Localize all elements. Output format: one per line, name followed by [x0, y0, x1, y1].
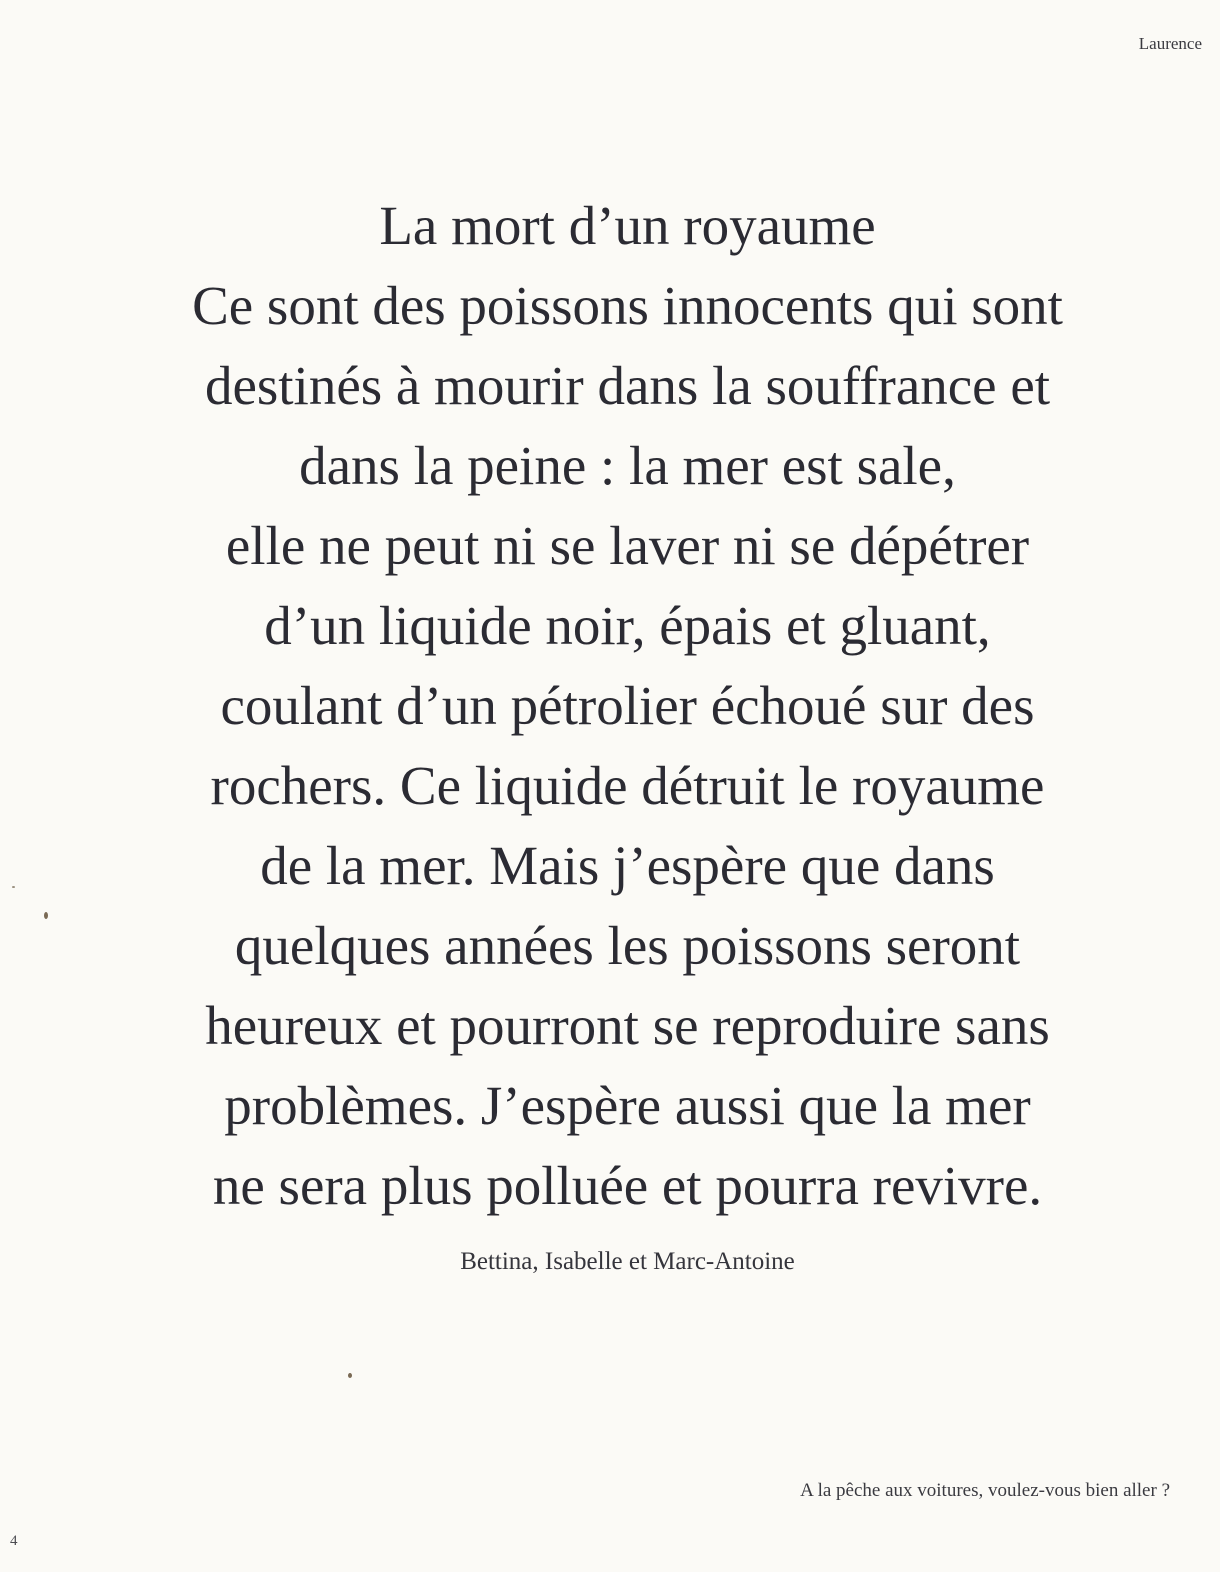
- signature: Bettina, Isabelle et Marc-Antoine: [460, 1248, 795, 1275]
- poem-line: dans la peine : la mer est sale,: [299, 435, 956, 496]
- poem-line: elle ne peut ni se laver ni se dépétrer: [225, 515, 1030, 576]
- poem-line: destinés à mourir dans la souffrance et: [204, 355, 1051, 416]
- paper-speck: [348, 1373, 352, 1378]
- paper-speck: [12, 886, 15, 888]
- author-name: Laurence: [1138, 34, 1202, 53]
- poem-line: de la mer. Mais j’espère que dans: [260, 835, 995, 896]
- poem-line: heureux et pourront se reproduire sans: [205, 995, 1050, 1056]
- paper-speck: [44, 912, 48, 919]
- poem-line: problèmes. J’espère aussi que la mer: [224, 1075, 1031, 1136]
- page-number: 4: [10, 1533, 18, 1549]
- poem-line: coulant d’un pétrolier échoué sur des: [220, 675, 1035, 736]
- poem-line: ne sera plus polluée et pourra revivre.: [212, 1155, 1043, 1216]
- poem-title: La mort d’un royaume: [379, 195, 876, 256]
- poem-text: [40, 186, 1215, 1226]
- poem-line: Ce sont des poissons innocents qui sont: [192, 275, 1063, 336]
- footer-caption: A la pêche aux voitures, voulez-vous bien aller ?: [800, 1480, 1170, 1501]
- poem-line: quelques années les poissons seront: [234, 915, 1021, 976]
- poem-line: d’un liquide noir, épais et gluant,: [264, 595, 991, 656]
- poem-line: rochers. Ce liquide détruit le royaume: [210, 755, 1045, 816]
